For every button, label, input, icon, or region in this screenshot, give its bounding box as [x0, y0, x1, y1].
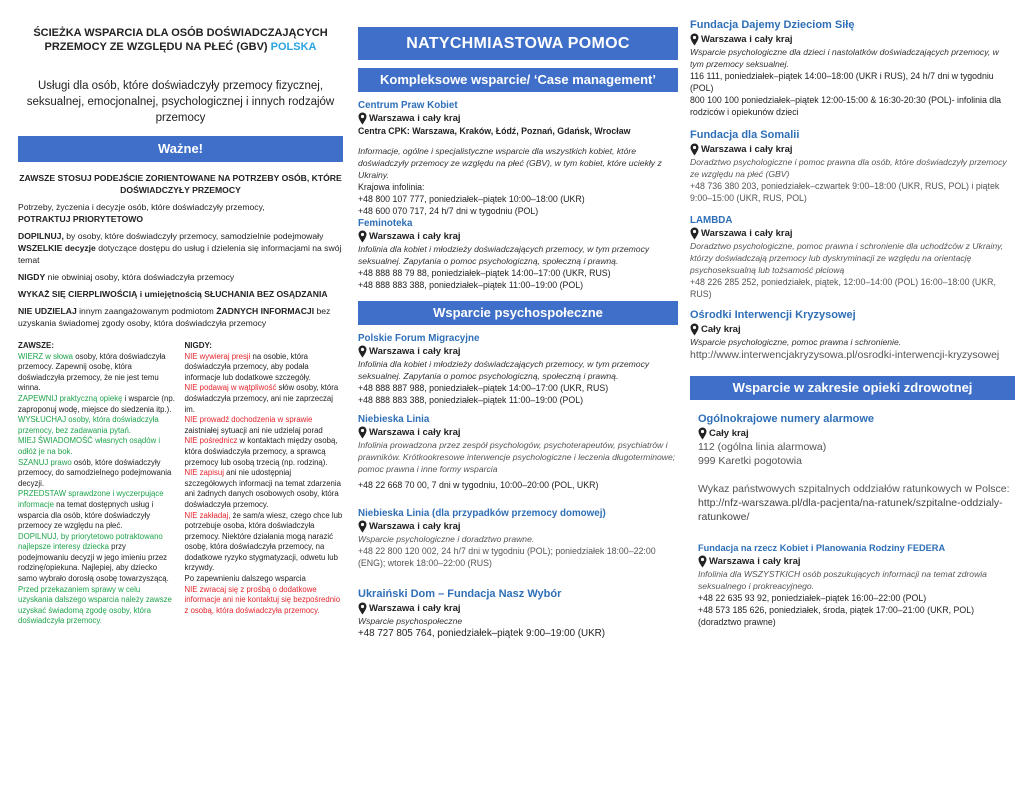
location-pin-icon	[690, 323, 699, 336]
column-immediate-help	[358, 0, 678, 641]
approach-heading: ZAWSZE STOSUJ PODEJŚCIE ZORIENTOWANE NA POTRZEBY OSÓB, KTÓRE DOŚWIADCZYŁY PRZEMOCY	[19, 173, 342, 195]
always-item	[18, 352, 177, 394]
psychosocial-band: Wsparcie psychospołeczne	[358, 301, 678, 325]
org-location	[690, 143, 1015, 156]
never-item	[185, 436, 344, 468]
intro-text: Usługi dla osób, które doświadczyły przemocy fizycznej, seksualnej, emocjonalnej, psychologicznej i innych rodzajów przemocy	[26, 80, 335, 124]
consent-text: innym zaangażowanym podmiotom	[79, 306, 214, 316]
phone-line[interactable]: +48 727 805 764, poniedziałek–piątek 9:00–19:00 (UKR)	[358, 628, 606, 639]
decisions-lead: DOPILNUJ,	[18, 231, 64, 241]
org-link[interactable]: http://www.interwencjakryzysowa.pl/osrodki-interwencji-kryzysowej	[690, 349, 1000, 361]
phone-line[interactable]: +48 22 635 93 92, poniedziałek–piątek 16:00–22:00 (POL)	[698, 593, 927, 603]
org-name[interactable]: Fundacja dla Somalii	[690, 129, 800, 141]
never-item	[185, 383, 344, 415]
blame-paragraph	[18, 271, 343, 283]
blame-lead: NIGDY	[18, 272, 46, 282]
consent-lead: NIE UDZIELAJ	[18, 306, 77, 316]
location-text: Warszawa i cały kraj	[369, 113, 461, 124]
patience-paragraph	[18, 288, 343, 300]
always-heading: ZAWSZE:	[18, 341, 54, 350]
always-highlight: MIEJ ŚWIADOMOŚĆ własnych osądów i odłóż je na bok.	[18, 436, 161, 456]
location-text: Warszawa i cały kraj	[709, 556, 801, 567]
location-text: Warszawa i cały kraj	[369, 231, 461, 242]
location-pin-icon	[690, 227, 699, 240]
always-text: osoby, która doświadczyła przemocy. Zapewnij osobę, która doświadczyła przemocy, że nie jest temu winna.	[18, 351, 166, 393]
never-text: że sam/a wiesz, czego chce lub potrzebuje osoba, która doświadczyła przemocy. Niektóre działania mogą narazić osobę, która doświadczyła przemocy, na dodatkowe ryzyko stygmatyzacji, odwetu lub krzywdy.	[184, 510, 343, 573]
always-text: osób, które doświadczyły przemocy, do samodzielnego podejmowania decyzji.	[18, 457, 172, 488]
org-location	[358, 112, 678, 125]
always-list	[18, 341, 177, 627]
never-text: Po zapewnieniu dalszego wsparcia	[184, 574, 306, 584]
never-item	[185, 511, 344, 575]
org-description: Doradztwo psychologiczne, pomoc prawna i schronienie dla uchodźców z Ukrainy, którzy doświadczają przemocy lub dyskryminacji ze względu na orientację psychoseksualną lub tożsamość płciową	[690, 241, 1004, 275]
location-text: Warszawa i cały kraj	[369, 427, 461, 438]
org-niebieska-linia	[358, 413, 678, 491]
hotline-heading: Krajowa infolinia:	[358, 182, 425, 192]
phone-line[interactable]: 800 100 100 poniedziałek–piątek 12:00-15:00 & 16:30-20:30 (POL)- infolinia dla rodziców i opiekunów dzieci	[690, 95, 1002, 117]
rules-columns	[18, 341, 343, 627]
location-pin-icon	[690, 143, 699, 156]
never-highlight: NIE zakładaj,	[184, 510, 231, 520]
page-title	[18, 26, 343, 54]
phone-line[interactable]: 112 (ogólna linia alarmowa)	[698, 441, 827, 453]
phone-line[interactable]: +48 888 88 79 88, poniedziałek–piątek 14:00–17:00 (UKR, RUS)	[358, 268, 611, 278]
org-location	[358, 602, 678, 615]
never-item	[185, 574, 344, 585]
org-name[interactable]: Centrum Praw Kobiet	[358, 100, 458, 111]
org-location	[690, 323, 1015, 336]
phone-line[interactable]: +48 888 887 988, poniedziałek–piątek 14:00–17:00 (UKR, RUS)	[358, 383, 609, 393]
location-pin-icon	[358, 426, 367, 439]
org-description: Infolinia dla WSZYSTKICH osób poszukujących informacji na temat zdrowia seksualnego i prokreacyjnego.	[698, 569, 987, 591]
consent-paragraph	[18, 305, 343, 329]
always-text: i wsparcie (np. zaproponuj wodę, miejsce do siedzenia itp.).	[18, 393, 175, 414]
consent-tail: bez uzyskania świadomej zgody osoby, która doświadczyła przemocy	[18, 306, 331, 328]
org-description: Infolinia dla kobiet i młodzieży doświadczających przemocy, w tym przemocy seksualnej. Zapytania o pomoc psychologiczną, społeczną i prawną.	[358, 244, 650, 266]
decisions-tail: dotyczące dostępu do usług i dzielenia się informacjami na swój temat	[18, 243, 342, 265]
org-federa	[690, 542, 1015, 628]
location-text: Warszawa i cały kraj	[701, 144, 793, 155]
always-highlight: Przed przekazaniem sprawy w celu uzyskania dalszego wsparcia należy zawsze uzyskać świadomą zgodę osoby, która doświadczyła przemocy.	[18, 584, 172, 626]
phone-line[interactable]: +48 573 185 626, poniedziałek, środa, piątek 17:00–21:00 (UKR, POL) (doradztwo prawne)	[698, 605, 975, 627]
org-location	[690, 227, 1015, 240]
patience-text: WYKAŻ SIĘ CIERPLIWOŚCIĄ i umiejętnością SŁUCHANIA BEZ OSĄDZANIA	[18, 289, 328, 299]
never-highlight: NIE prowadź dochodzenia w sprawie	[184, 415, 313, 425]
hospital-link[interactable]: http://nfz-warszawa.pl/dla-pacjenta/na-ratunek/szpitalne-oddzialy-ratunkowe/	[698, 497, 1003, 523]
org-name[interactable]: Feminoteka	[358, 218, 413, 229]
phone-line[interactable]: 999 Karetki pogotowia	[698, 455, 802, 467]
always-highlight: ZAPEWNIJ praktyczną opiekę	[18, 393, 123, 403]
priority-emphasis: POTRAKTUJ PRIORYTETOWO	[18, 214, 144, 224]
org-name[interactable]: Fundacja na rzecz Kobiet i Planowania Rodziny FEDERA	[698, 543, 946, 553]
always-item	[18, 436, 177, 457]
org-description: Doradztwo psychologiczne i pomoc prawna dla osób, które doświadczyły przemocy ze względu na płeć (GBV)	[690, 157, 1007, 179]
org-osrodki-interwencji	[690, 308, 1015, 362]
location-text: Warszawa i cały kraj	[701, 228, 793, 239]
never-heading: NIGDY:	[184, 341, 212, 350]
emergency-numbers	[690, 412, 1015, 524]
org-name[interactable]: Niebieska Linia	[358, 414, 430, 425]
phone-line[interactable]: +48 888 883 388, poniedziałek–piątek 11:00–19:00 (POL)	[358, 280, 584, 290]
title-line-1: ŚCIEŻKA WSPARCIA DLA OSÓB DOŚWIADCZAJĄCYCH	[33, 27, 328, 39]
always-item	[18, 415, 177, 436]
never-text: na osobie, która doświadczyła przemocy, aby podała informacje lub dodatkowe szczegóły.	[184, 351, 311, 382]
org-ukrainski-dom	[358, 587, 678, 641]
important-band: Ważne!	[18, 136, 343, 162]
decisions-text: by osoby, które doświadczyły przemocy, samodzielnie podejmowały	[66, 231, 324, 241]
org-fundacja-dla-somalii	[690, 128, 1015, 204]
org-name: Ogólnokrajowe numery alarmowe	[698, 413, 875, 425]
never-highlight: NIE wywieraj presji	[184, 351, 251, 361]
title-line-2: PRZEMOCY ZE WZGLĘDU NA PŁEĆ (GBV)	[44, 41, 268, 53]
never-highlight: NIE pośrednicz	[184, 436, 238, 446]
location-pin-icon	[358, 602, 367, 615]
consent-emphasis: ŻADNYCH INFORMACJI	[216, 306, 315, 316]
org-location	[358, 345, 678, 358]
decisions-paragraph	[18, 230, 343, 266]
never-text: zaistniałej sytuacji ani nie udzielaj porad	[184, 425, 323, 435]
location-pin-icon	[698, 555, 707, 568]
org-description: Informacje, ogólne i specjalistyczne wsparcie dla wszystkich kobiet, które doświadczyły przemocy ze względu na płeć (GBV), w tym kobiet, które uciekły z Ukrainy.	[358, 146, 662, 180]
title-language: POLSKA	[270, 41, 317, 53]
org-feminoteka	[358, 217, 678, 291]
never-list	[185, 341, 344, 627]
org-polskie-forum-migracyjne	[358, 332, 678, 406]
location-text: Cały kraj	[709, 428, 749, 439]
decisions-emphasis: WSZELKIE decyzje	[18, 243, 96, 253]
phone-line[interactable]: +48 22 800 120 002, 24 h/7 dni w tygodniu (POL); poniedziałek 18:00–22:00 (ENG); wtorek 18:00–22:00 (RUS)	[358, 546, 656, 568]
column-guidelines	[18, 0, 343, 627]
always-item	[18, 585, 177, 627]
column-more-help	[690, 0, 1015, 628]
priority-paragraph	[18, 201, 343, 225]
org-name[interactable]: Ośrodki Interwencji Kryzysowej	[690, 309, 856, 321]
always-text: przy podejmowaniu decyzji w jego imieniu przez rodzinę/opiekuna. Najlepiej, aby dziecko samo wybrało dorosłą osobę towarzyszącą.	[18, 542, 169, 584]
location-pin-icon	[698, 427, 707, 440]
blame-text: nie obwiniaj osoby, która doświadczyła przemocy	[47, 272, 235, 282]
always-item	[18, 394, 177, 415]
hospital-list-text: Wykaz państwowych szpitalnych oddziałów ratunkowych w Polsce:	[698, 483, 1010, 495]
always-highlight: SZANUJ prawo	[18, 457, 72, 467]
org-location	[698, 555, 1015, 568]
location-pin-icon	[690, 33, 699, 46]
never-highlight: NIE podawaj w wątpliwość	[184, 383, 277, 393]
phone-line[interactable]: 116 111, poniedziałek–piątek 14:00–18:00 (UKR i RUS), 24 h/7 dni w tygodniu (POL)	[690, 71, 994, 93]
org-location	[358, 426, 678, 439]
phone-line[interactable]: +48 888 883 388, poniedziałek–piątek 11:00–19:00 (POL)	[358, 395, 584, 405]
never-highlight: NIE zwracaj się z prośbą o dodatkowe informacje ani nie kontaktuj się bezpośrednio z osobą, która doświadczyła przemocy.	[184, 584, 341, 615]
org-location	[690, 33, 1015, 46]
org-description: Wsparcie psychospołeczne	[358, 616, 463, 626]
healthcare-band: Wsparcie w zakresie opieki zdrowotnej	[690, 376, 1015, 400]
never-item	[185, 585, 344, 617]
org-centrum-praw-kobiet	[358, 99, 678, 217]
org-description: Infolinia prowadzona przez zespół psychologów, psychoterapeutów, psychiatrów i prawników. Krótkookresowe interwencje psychologiczne i leczenia długoterminowe; pomoc prawna i inne formy wsparcia	[358, 440, 676, 474]
priority-text: Potrzeby, życzenia i decyzje osób, które doświadczyły przemocy,	[18, 202, 265, 212]
org-description: Wsparcie psychologiczne i doradztwo prawne.	[358, 534, 535, 544]
never-item	[185, 352, 344, 384]
location-pin-icon	[358, 520, 367, 533]
location-text: Warszawa i cały kraj	[369, 521, 461, 532]
location-text: Warszawa i cały kraj	[701, 34, 793, 45]
location-text: Warszawa i cały kraj	[369, 346, 461, 357]
always-item	[18, 458, 177, 490]
org-name[interactable]: Niebieska Linia (dla przypadków przemocy domowej)	[358, 508, 606, 519]
org-name[interactable]: Ukraiński Dom – Fundacja Nasz Wybór	[358, 588, 562, 600]
phone-line[interactable]: +48 600 070 717, 24 h/7 dni w tygodniu (POL)	[358, 206, 539, 216]
never-text: słów osoby, która doświadczyła przemocy, ani nie zaprzeczaj im.	[184, 383, 339, 414]
immediate-help-band: NATYCHMIASTOWA POMOC	[358, 27, 678, 60]
always-item	[18, 532, 177, 585]
org-location	[358, 520, 678, 533]
always-highlight: WIERZ w słowa	[18, 351, 74, 361]
org-location	[698, 427, 1015, 440]
always-text: na temat dostępnych usług i wsparcia dla osób, które doświadczyły przemocy ze względu na płeć.	[18, 499, 154, 531]
phone-line[interactable]: +48 800 107 777, poniedziałek–piątek 10:00–18:00 (UKR)	[358, 194, 585, 204]
never-highlight: NIE zapisuj	[184, 468, 224, 478]
case-management-band: Kompleksowe wsparcie/ ‘Case management’	[358, 68, 678, 92]
org-name[interactable]: LAMBDA	[690, 215, 733, 226]
org-branches: Centra CPK: Warszawa, Kraków, Łódź, Poznań, Gdańsk, Wrocław	[358, 126, 631, 136]
org-niebieska-linia-domestic	[358, 507, 678, 569]
org-name[interactable]: Fundacja Dajemy Dzieciom Siłę	[690, 19, 855, 31]
org-lambda	[690, 214, 1015, 300]
org-fddds	[690, 18, 1015, 118]
phone-line[interactable]: +48 22 668 70 00, 7 dni w tygodniu, 10:00–20:00 (POL, UKR)	[358, 480, 599, 490]
phone-line[interactable]: +48 226 285 252, poniedziałek, piątek, 12:00–14:00 (POL) 16:00–18:00 (UKR, RUS)	[690, 277, 996, 299]
location-pin-icon	[358, 230, 367, 243]
location-text: Cały kraj	[701, 324, 741, 335]
always-highlight: PRZEDSTAW sprawdzone i wyczerpujące informacje	[18, 489, 164, 509]
location-pin-icon	[358, 345, 367, 358]
org-description: Wsparcie psychologiczne, pomoc prawna i schronienie.	[690, 337, 902, 347]
org-description: Wsparcie psychologiczne dla dzieci i nastolatków doświadczających przemocy, w tym przemocy seksualnej.	[690, 47, 999, 69]
location-pin-icon	[358, 112, 367, 125]
org-description: Infolinia dla kobiet i młodzieży doświadczających przemocy, w tym przemocy seksualnej. Zapytania o pomoc psychologiczną, społeczną i prawną.	[358, 359, 650, 381]
always-highlight: WYSŁUCHAJ osoby, która doświadczyła przemocy, bez zadawania pytań.	[18, 415, 159, 435]
org-location	[358, 230, 678, 243]
never-item	[185, 415, 344, 436]
never-text: ani nie udostępniaj szczegółowych informacji na temat zdarzenia ani żadnych danych osobowych osoby, która doświadczyła przemocy.	[184, 468, 341, 509]
always-item	[18, 489, 177, 531]
never-text: w kontaktach między osobą, która doświadczyła przemocy, a sprawcą przemocy lub osobą trzecią (np. rodziną).	[184, 436, 338, 467]
phone-line[interactable]: +48 736 380 203, poniedziałek–czwartek 9:00–18:00 (UKR, RUS, POL) i piątek 9:00–15:00 (UKR, RUS, POL)	[690, 181, 1000, 203]
never-item	[185, 468, 344, 510]
always-highlight: DOPILNUJ, by priorytetowo potraktowano najlepsze interesy dziecka	[18, 531, 163, 552]
org-name[interactable]: Polskie Forum Migracyjne	[358, 333, 480, 344]
location-text: Warszawa i cały kraj	[369, 603, 461, 614]
